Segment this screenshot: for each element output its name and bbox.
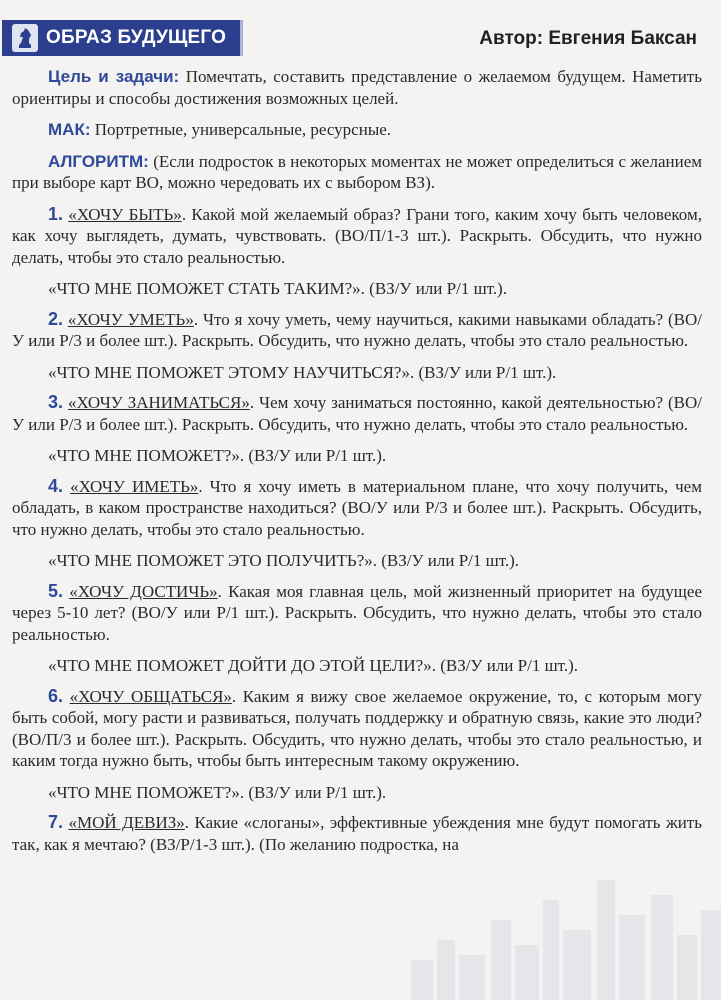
step-5: [12, 581, 702, 646]
goal-label: Цель и задачи:: [48, 67, 180, 86]
goal-text: Помечтать, составить представление о желаемом будущем. Наметить ориентиры и способы достижения возможных целей.: [12, 67, 702, 108]
step-title: «ХОЧУ ЗАНИМАТЬСЯ»: [67, 393, 250, 412]
step-2: [12, 309, 702, 352]
step-text: . Что я хочу иметь в материальном плане, что хочу получить, чем обладать, в каком пространстве находиться? (ВО/У или Р/3 и более шт.). Раскрыть. Обсудить, что нужно делать, чтобы это стало реальностью.: [12, 476, 702, 539]
step-4: [12, 476, 702, 541]
step-number: 1.: [48, 203, 64, 224]
step-title: «ХОЧУ ИМЕТЬ»: [70, 476, 199, 496]
step-text: . Какая моя главная цель, мой жизненный приоритет на будущее через 5-10 лет? (ВО/У или Р/1 шт.). Раскрыть. Обсудить, что нужно делать, чтобы это стало реальностью.: [12, 581, 702, 644]
step-number: 5.: [48, 580, 64, 601]
step-title: «ХОЧУ УМЕТЬ»: [67, 309, 194, 329]
algorithm-label: АЛГОРИТМ:: [48, 151, 149, 171]
author-credit: Автор: Евгения Баксан: [479, 28, 697, 49]
step-title: «ХОЧУ БЫТЬ»: [68, 204, 182, 224]
step-7: [12, 812, 702, 855]
step-3: [12, 392, 702, 435]
step-text: . Что я хочу уметь, чему научиться, какими навыками обладать? (ВО/У или Р/3 и более шт.). Раскрыть. Обсудить, что нужно делать, чтобы это стало реальностью.: [12, 309, 702, 350]
step-title: «МОЙ ДЕВИЗ»: [68, 813, 185, 832]
step-title: «ХОЧУ ОБЩАТЬСЯ»: [69, 686, 232, 706]
mak-label: МАК:: [48, 120, 91, 139]
step-5-question: «ЧТО МНЕ ПОМОЖЕТ ДОЙТИ ДО ЭТОЙ ЦЕЛИ?». (ВЗ/У или Р/1 шт.).: [48, 656, 578, 675]
step-text: . Какие «слоганы», эффективные убеждения мне будут помогать жить так, как я мечтаю? (ВЗ/Р/1-3 шт.). (По желанию подростка, на: [12, 813, 702, 854]
step-6: [12, 686, 702, 772]
chess-knight-icon: [12, 24, 38, 52]
step-1-question: «ЧТО МНЕ ПОМОЖЕТ СТАТЬ ТАКИМ?». (ВЗ/У или Р/1 шт.).: [48, 279, 507, 298]
step-number: 4.: [48, 475, 64, 496]
goal-paragraph: [12, 66, 702, 109]
step-number: 6.: [48, 685, 64, 706]
article-body: [12, 66, 702, 865]
step-1: [12, 204, 702, 269]
step-2-question: «ЧТО МНЕ ПОМОЖЕТ ЭТОМУ НАУЧИТЬСЯ?». (ВЗ/У или Р/1 шт.).: [48, 362, 557, 382]
step-number: 7.: [48, 812, 64, 832]
step-title: «ХОЧУ ДОСТИЧЬ»: [69, 581, 218, 601]
mak-paragraph: [12, 119, 702, 141]
step-text: . Какой мой желаемый образ? Грани того, каким хочу быть человеком, как хочу выглядеть, думать, чувствовать. (ВО/П/1-3 шт.). Раскрыть. Обсудить, что нужно делать, чтобы это стало реальностью.: [12, 204, 702, 267]
step-6-question: «ЧТО МНЕ ПОМОЖЕТ?». (ВЗ/У или Р/1 шт.).: [48, 782, 387, 802]
step-4-question: «ЧТО МНЕ ПОМОЖЕТ ЭТО ПОЛУЧИТЬ?». (ВЗ/У или Р/1 шт.).: [48, 551, 520, 570]
section-title: ОБРАЗ БУДУЩЕГО: [46, 27, 227, 48]
step-number: 2.: [48, 308, 64, 329]
step-text: . Каким я вижу свое желаемое окружение, то, с которым могу быть собой, могу расти и развиваться, получать поддержку и обратную связь, какие это люди? (ВО/П/3 и более шт.). Раскрыть. Обсудить, что нужно делать, чтобы это стало реальностью, и каким тогда нужно быть, чтобы быть интересным такому окружению.: [12, 686, 702, 770]
city-skyline-watermark: [401, 860, 721, 1000]
title-banner: [2, 20, 243, 56]
page-header: [0, 0, 721, 62]
algorithm-text: (Если подросток в некоторых моментах не может определиться с желанием при выборе карт ВО, можно чередовать их с выбором ВЗ).: [12, 151, 702, 192]
mak-text: Портретные, универсальные, ресурсные.: [90, 120, 392, 139]
step-number: 3.: [48, 392, 64, 412]
step-3-question: «ЧТО МНЕ ПОМОЖЕТ?». (ВЗ/У или Р/1 шт.).: [48, 446, 387, 465]
step-text: . Чем хочу заниматься постоянно, какой деятельностью? (ВО/У или Р/3 и более шт.). Раскрыть. Обсудить, что нужно делать, чтобы это стало реальностью.: [12, 393, 703, 434]
algorithm-paragraph: [12, 151, 702, 194]
